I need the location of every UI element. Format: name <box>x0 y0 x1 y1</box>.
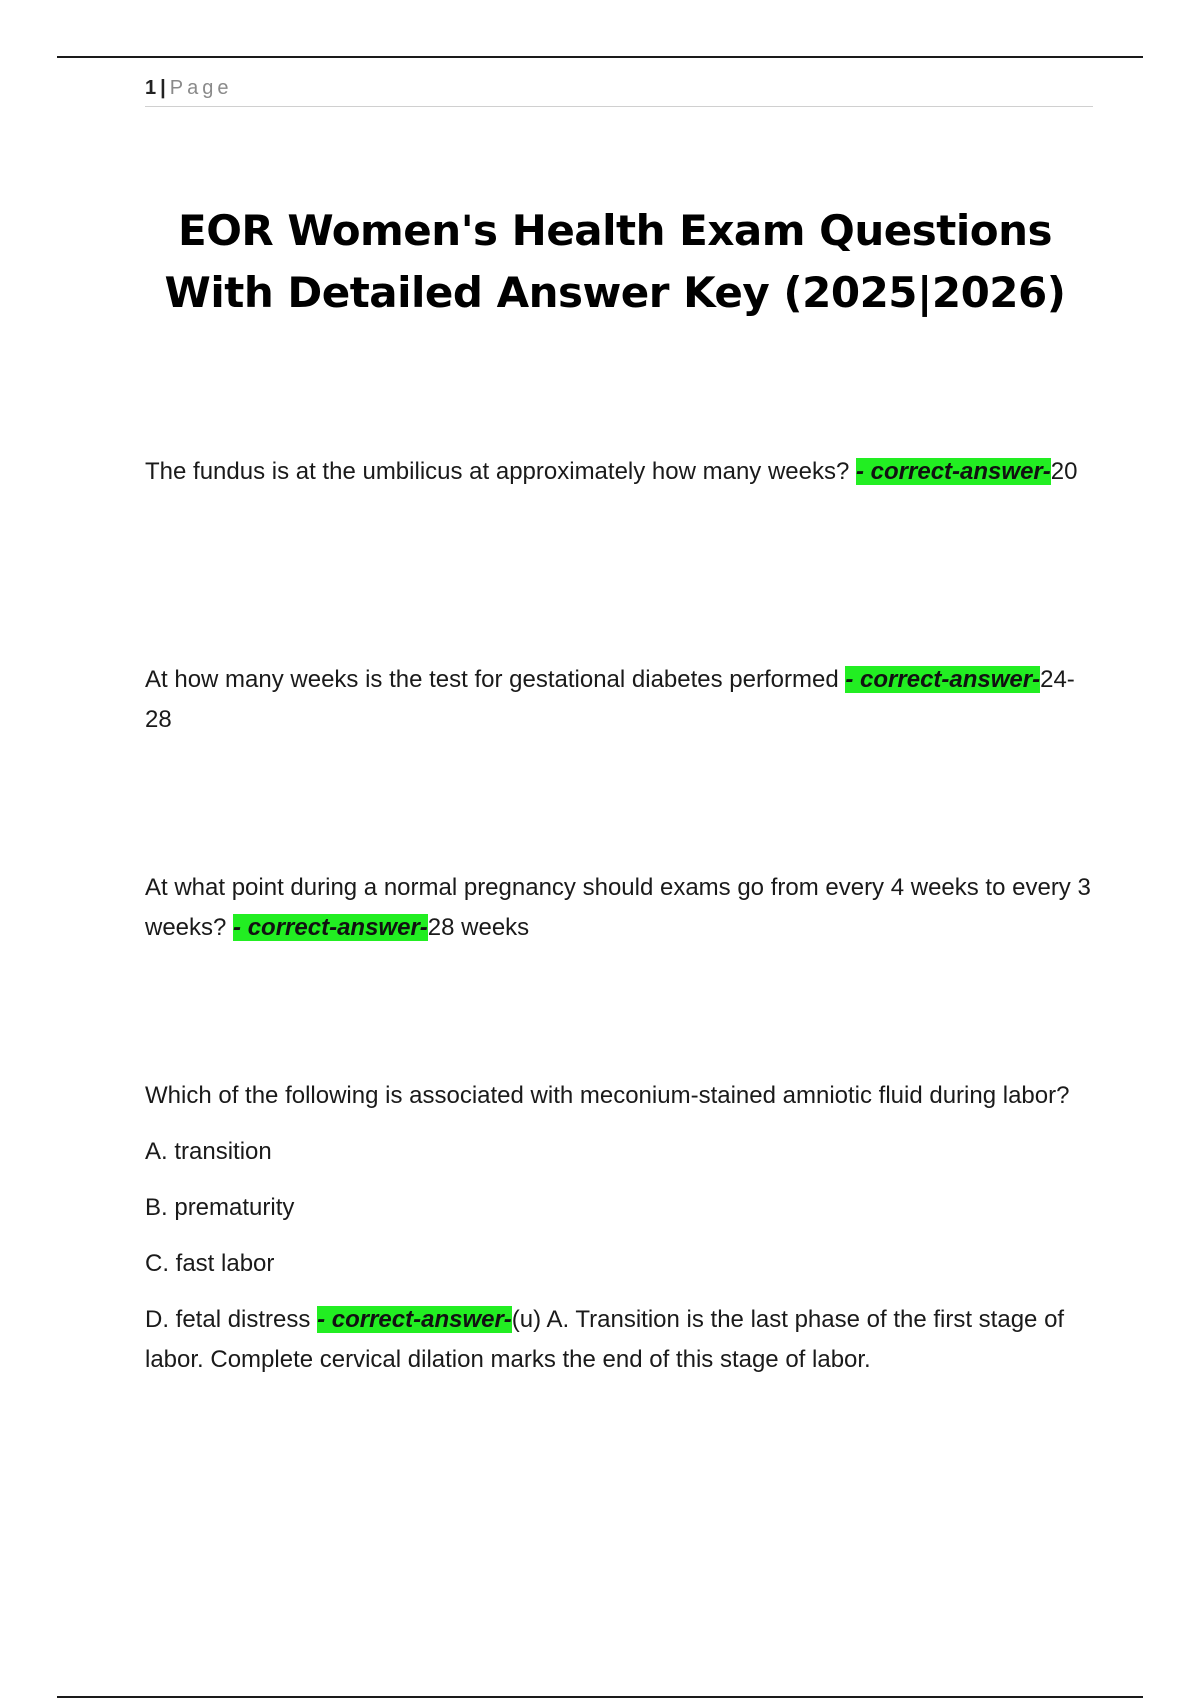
question-text: Which of the following is associated with meconium-stained amniotic fluid during labor? <box>145 1082 1070 1109</box>
page-label: Page <box>169 77 233 99</box>
correct-answer-marker: - correct-answer- <box>856 458 1051 485</box>
option-d-with-answer <box>145 1300 1095 1380</box>
question-block-4 <box>145 1076 1095 1380</box>
question-paragraph <box>145 1076 1095 1116</box>
question-text: At how many weeks is the test for gestational diabetes performed <box>145 666 839 693</box>
question-block-3 <box>145 868 1095 948</box>
question-paragraph <box>145 452 1095 492</box>
question-paragraph <box>145 660 1095 740</box>
answer-text: 28 weeks <box>427 914 530 941</box>
question-paragraph <box>145 868 1095 948</box>
bottom-rule <box>57 1696 1143 1698</box>
option-d: D. fetal distress <box>145 1306 311 1333</box>
answer-text: 20 <box>1050 458 1078 485</box>
option-c: C. fast labor <box>145 1250 275 1277</box>
top-rule <box>57 56 1143 58</box>
correct-answer-marker: - correct-answer- <box>317 1306 512 1333</box>
question-block-1 <box>145 452 1095 492</box>
option-a: A. transition <box>145 1138 272 1165</box>
page-header <box>145 76 1093 107</box>
answer-text: 24-28 <box>145 666 1075 733</box>
question-text: The fundus is at the umbilicus at approximately how many weeks? <box>145 458 850 485</box>
correct-answer-marker: - correct-answer- <box>845 666 1041 693</box>
page-number: 1 <box>145 77 157 99</box>
question-text: At what point during a normal pregnancy should exams go from every 4 weeks to every 3 weeks? <box>145 874 1091 941</box>
correct-answer-marker: - correct-answer- <box>233 914 428 941</box>
page-separator: | <box>160 77 166 99</box>
document-title: EOR Women's Health Exam Questions With Detailed Answer Key (2025|2026) <box>164 206 1066 317</box>
question-block-2 <box>145 660 1095 740</box>
answer-text: (u) A. Transition is the last phase of the first stage of labor. Complete cervical dilation marks the end of this stage of labor. <box>145 1306 1065 1373</box>
option-b: B. prematurity <box>145 1194 295 1221</box>
